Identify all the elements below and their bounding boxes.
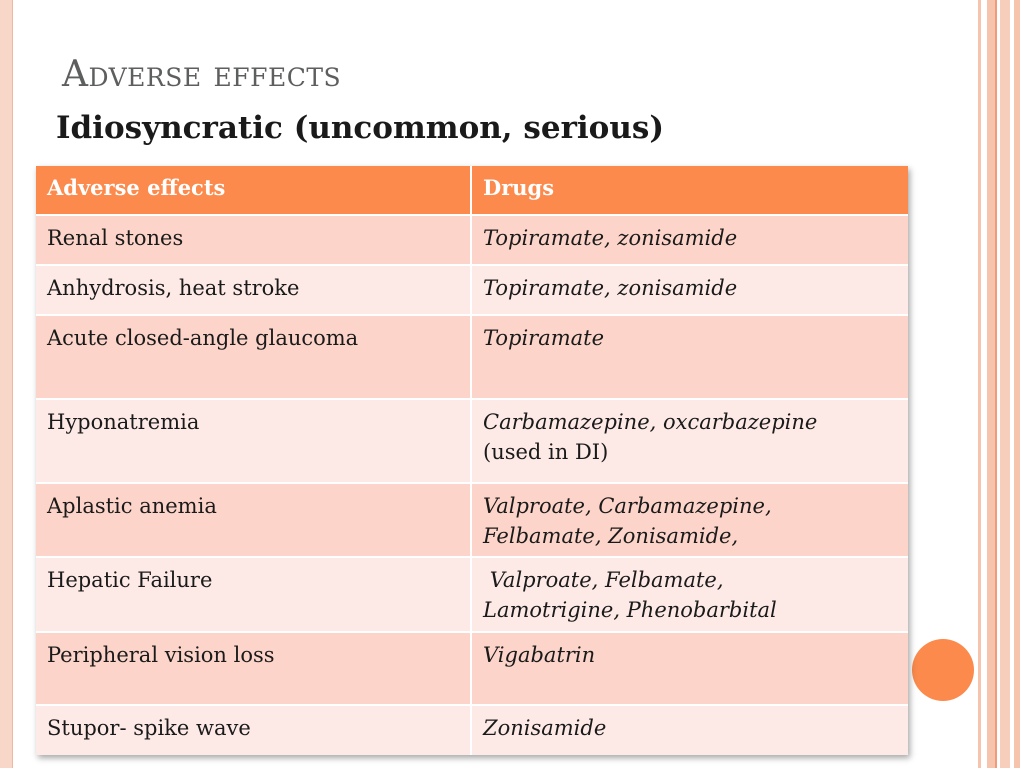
left-accent-bar [0, 0, 13, 768]
effect-cell: Peripheral vision loss [36, 633, 472, 704]
drug-cell: Vigabatrin [483, 643, 596, 667]
effect-cell: Hyponatremia [36, 400, 472, 482]
table-row [36, 633, 908, 706]
table-header-row [36, 166, 908, 216]
header-drugs: Drugs [483, 175, 555, 200]
effect-cell: Anhydrosis, heat stroke [36, 266, 472, 314]
table-row [36, 266, 908, 316]
slide-title: Adverse effects [62, 54, 342, 95]
header-adverse-effects: Adverse effects [36, 166, 472, 214]
right-decorative-stripes [978, 0, 1024, 768]
table-row [36, 706, 908, 755]
adverse-effects-table [36, 166, 908, 755]
drug-names: Carbamazepine, oxcarbazepine [483, 410, 818, 434]
drug-cell: Topiramate [483, 326, 605, 350]
table-row [36, 400, 908, 484]
table-row [36, 484, 908, 558]
effect-cell: Aplastic anemia [36, 484, 472, 556]
drug-cell [472, 400, 908, 482]
drug-cell: Topiramate, zonisamide [483, 226, 738, 250]
drug-cell: Valproate, Carbamazepine, Felbamate, Zonisamide, [483, 494, 772, 548]
decorative-circle [912, 639, 974, 701]
drug-note: (used in DI) [483, 440, 609, 464]
effect-cell: Renal stones [36, 216, 472, 264]
effect-cell: Hepatic Failure [36, 558, 472, 631]
drug-cell: Zonisamide [483, 716, 607, 740]
table-row [36, 558, 908, 633]
drug-cell: Valproate, Felbamate, Lamotrigine, Phenobarbital [483, 568, 777, 622]
slide-subtitle: Idiosyncratic (uncommon, serious) [56, 110, 665, 146]
table-row [36, 216, 908, 266]
drug-cell: Topiramate, zonisamide [483, 276, 738, 300]
effect-cell: Stupor- spike wave [36, 706, 472, 755]
table-row [36, 316, 908, 400]
effect-cell: Acute closed-angle glaucoma [36, 316, 472, 398]
